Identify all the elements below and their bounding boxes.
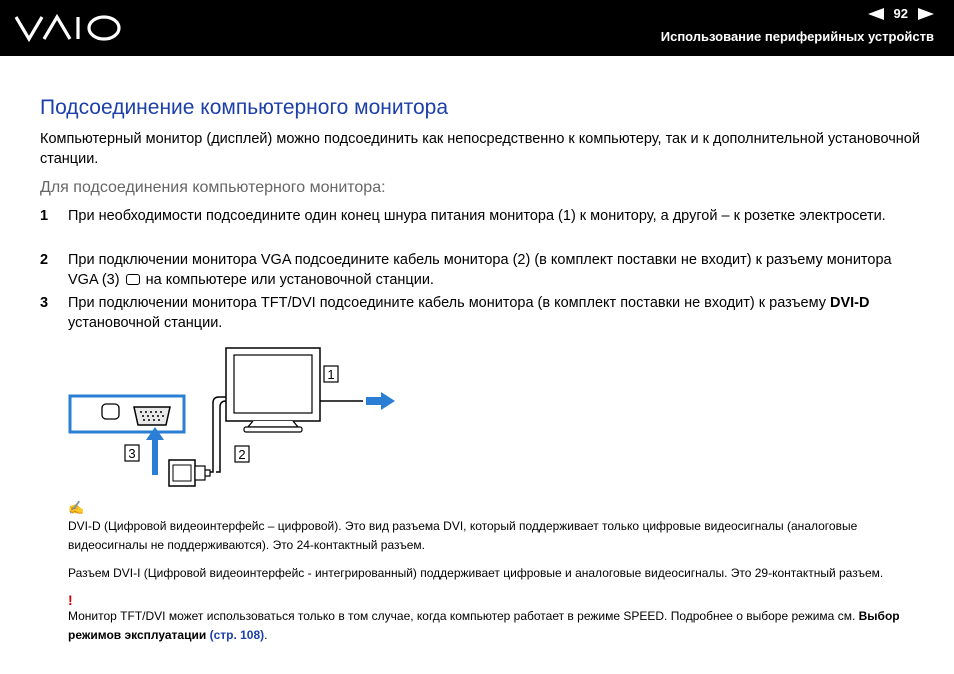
next-page-icon[interactable]	[918, 8, 934, 20]
warning-period: .	[264, 628, 268, 642]
insert-arrow-icon	[146, 427, 164, 475]
step-text-part: При подключении монитора VGA подсоедините кабель монитора (2) (в комплект поставки не входит) к разъему монитора VGA (3)	[68, 252, 892, 288]
vga-cable-connector	[169, 460, 210, 486]
page-header	[0, 0, 954, 56]
note-dvi-d: DVI-D (Цифровой видеоинтерфейс – цифровой). Это вид разъема DVI, который поддерживает только цифровые видеосигналы (аналоговые видеосигналы не поддерживаются). Это 24-контактный разъем.	[68, 519, 858, 552]
connection-diagram	[68, 343, 408, 493]
warning-body: Монитор TFT/DVI может использоваться только в том случае, когда компьютер работает в режиме SPEED. Подробнее о выборе режима см.	[68, 609, 856, 623]
procedure-heading: Для подсоединения компьютерного монитора:	[40, 179, 386, 196]
warning-icon: !	[68, 592, 73, 608]
step-3	[40, 293, 920, 333]
step-text: При необходимости подсоедините один конец шнура питания монитора (1) к монитору, а другой – к розетке электросети.	[68, 208, 886, 224]
step-number: 2	[40, 252, 49, 268]
step-2	[40, 250, 920, 290]
page-number: 92	[893, 6, 908, 21]
page-navigation	[868, 6, 934, 21]
step-text-part: на компьютере или установочной станции.	[145, 272, 434, 288]
note-dvi-i: Разъем DVI-I (Цифровой видеоинтерфейс - интегрированный) поддерживает цифровые и аналоговые видеосигналы. Это 29-контактный разъем.	[68, 566, 884, 580]
callout-label-1: 1	[327, 367, 335, 382]
page-108-link[interactable]: (стр. 108)	[209, 628, 265, 642]
power-arrow-icon	[366, 392, 395, 410]
callout-label-3: 3	[128, 446, 136, 461]
step-text-part: установочной станции.	[68, 315, 223, 331]
callout-label-2: 2	[238, 447, 246, 462]
monitor-port-icon	[126, 274, 140, 285]
mode-selection-title: Выбор режимов эксплуатации	[68, 609, 900, 642]
page-title: Подсоединение компьютерного монитора	[40, 96, 449, 119]
step-text-part: При подключении монитора TFT/DVI подсоедините кабель монитора (в комплект поставки не входит) к разъему	[68, 295, 826, 311]
step-text	[68, 250, 920, 290]
step-number: 1	[40, 208, 49, 224]
dvi-d-label: DVI-D	[829, 295, 870, 311]
intro-paragraph: Компьютерный монитор (дисплей) можно подсоединить как непосредственно к компьютеру, так и к дополнительной установочной станции.	[40, 131, 920, 167]
step-text	[68, 293, 920, 333]
section-title: Использование периферийных устройств	[660, 29, 934, 44]
previous-page-icon[interactable]	[868, 8, 884, 20]
note-icon: ✍	[68, 500, 85, 515]
step-1	[40, 206, 920, 226]
vaio-logo	[14, 14, 124, 42]
monitor-icon	[226, 348, 320, 432]
step-number: 3	[40, 295, 49, 311]
warning-text	[68, 607, 928, 645]
small-port-icon	[102, 404, 119, 419]
